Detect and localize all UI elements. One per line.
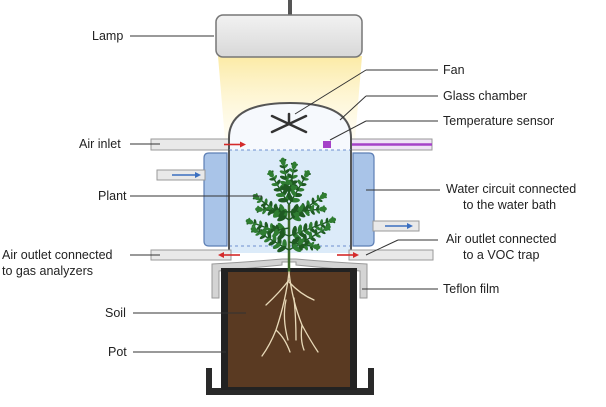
air-inlet-tube	[151, 139, 229, 150]
label-soil: Soil	[105, 306, 126, 320]
leaf	[320, 227, 323, 233]
label-air-outlet-gas-1: Air outlet connected	[2, 248, 113, 262]
label-teflon-film: Teflon film	[443, 282, 500, 296]
leaf	[271, 183, 278, 186]
label-pot: Pot	[108, 345, 127, 359]
air-outlet-voc-tube	[349, 250, 433, 260]
label-air-inlet: Air inlet	[79, 137, 121, 151]
temperature-sensor-icon	[323, 141, 331, 148]
label-lamp: Lamp	[92, 29, 124, 43]
label-fan: Fan	[443, 63, 465, 77]
leaf	[276, 193, 285, 197]
leaf	[274, 188, 282, 192]
lamp-body	[216, 15, 362, 57]
label-temperature-sensor: Temperature sensor	[443, 114, 555, 128]
label-water-circuit-2: to the water bath	[463, 198, 557, 212]
soil	[228, 272, 350, 387]
leaf	[269, 178, 275, 181]
label-air-outlet-voc-2: to a VOC trap	[463, 248, 540, 262]
label-air-outlet-gas-2: to gas analyzers	[2, 264, 94, 278]
label-water-circuit-1: Water circuit connected	[446, 182, 577, 196]
label-plant: Plant	[98, 189, 127, 203]
glass-chamber-dome	[229, 103, 351, 150]
water-jacket-right	[353, 153, 374, 246]
label-air-outlet-voc-1: Air outlet connected	[446, 232, 557, 246]
label-glass-chamber: Glass chamber	[443, 89, 528, 103]
leaf	[278, 198, 288, 202]
water-jacket-left	[204, 153, 227, 246]
